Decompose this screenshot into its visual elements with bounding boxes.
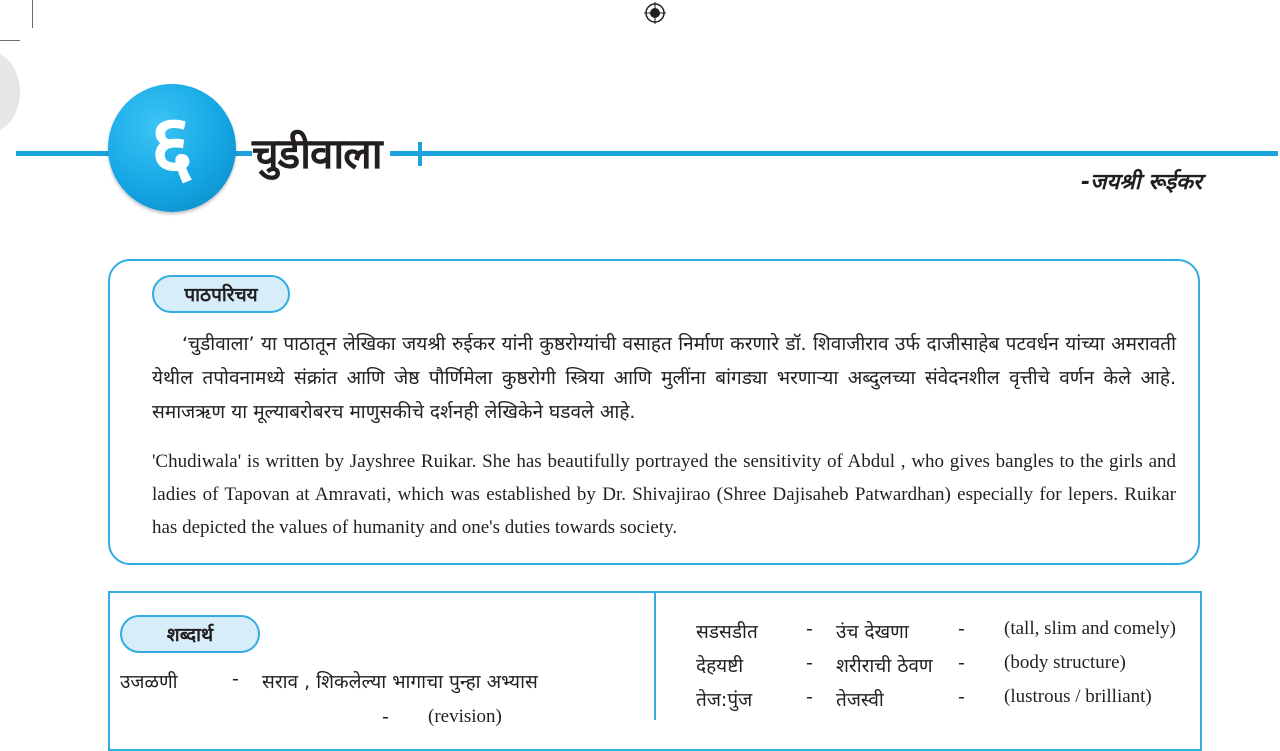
glossary-meaning: शरीराची ठेवण (836, 655, 933, 677)
crop-mark-horizontal (0, 40, 20, 41)
glossary-dash: - (958, 686, 965, 708)
glossary-english: (tall, slim and comely) (1004, 618, 1177, 639)
glossary-english: (body structure) (1004, 652, 1126, 673)
glossary-dash: - (806, 618, 813, 640)
introduction-heading: पाठपरिचय (152, 275, 290, 313)
glossary-word: तेज:पुंज (696, 689, 753, 711)
chapter-number: ६ (150, 96, 194, 194)
glossary-dash: - (958, 618, 965, 640)
introduction-marathi (152, 327, 1176, 429)
crop-mark-vertical (32, 0, 33, 28)
glossary-dash: - (382, 706, 389, 728)
glossary-word: उजळणी (120, 671, 178, 693)
chapter-title: चुडीवाला (252, 124, 390, 181)
glossary-dash: - (232, 668, 239, 690)
introduction-box (108, 259, 1200, 565)
glossary-dash: - (958, 652, 965, 674)
glossary-meaning: सराव , शिकलेल्या भागाचा पुन्हा अभ्यास (262, 671, 538, 693)
page-edge-shadow (0, 52, 20, 132)
title-rule-cap (418, 142, 422, 166)
glossary-column-divider (654, 593, 656, 720)
glossary-meaning: तेजस्वी (836, 689, 884, 711)
glossary-meaning: उंच देखणा (836, 621, 909, 643)
glossary-english: (lustrous / brilliant) (1004, 686, 1152, 707)
glossary-dash: - (806, 686, 813, 708)
introduction-english: 'Chudiwala' is written by Jayshree Ruikar. She has beautifully portrayed the sensitivity of Abdul , who gives bangles to the girls and ladies of Tapovan at Amravati, which was established by Dr. Shivajirao (Shree Dajisaheb Patwardhan) especially for lepers. Ruikar has depicted the values of humanity and one's duties towards society. (152, 451, 1176, 538)
glossary-word: सडसडीत (696, 621, 758, 643)
glossary-word: देहयष्टी (696, 655, 744, 677)
introduction-marathi-text: ‘चुडीवाला’ या पाठातून लेखिका जयश्री रुईकर यांनी कुष्ठरोग्यांची वसाहत निर्माण करणारे डॉ. शिवाजीराव उर्फ दाजीसाहेब पटवर्धन यांच्या अमरावती येथील तपोवनामध्ये संक्रांत आणि जेष्ठ पौर्णिमेला कुष्ठरोगी स्त्रिया आणि मुलींना बांगड्या भरणाऱ्या अब्दुलच्या संवेदनशील वृत्तीचे वर्णन केले आहे. समाजऋण या मूल्याबरोबरच माणुसकीचे दर्शनही लेखिकेने घडवले आहे. (152, 333, 1176, 423)
glossary-heading: शब्दार्थ (120, 615, 260, 653)
registration-mark-icon (644, 2, 666, 24)
glossary-dash: - (806, 652, 813, 674)
chapter-author: -जयश्री रूईकर (1081, 170, 1202, 195)
chapter-number-badge (108, 84, 236, 212)
glossary-meaning: (revision) (428, 706, 502, 727)
